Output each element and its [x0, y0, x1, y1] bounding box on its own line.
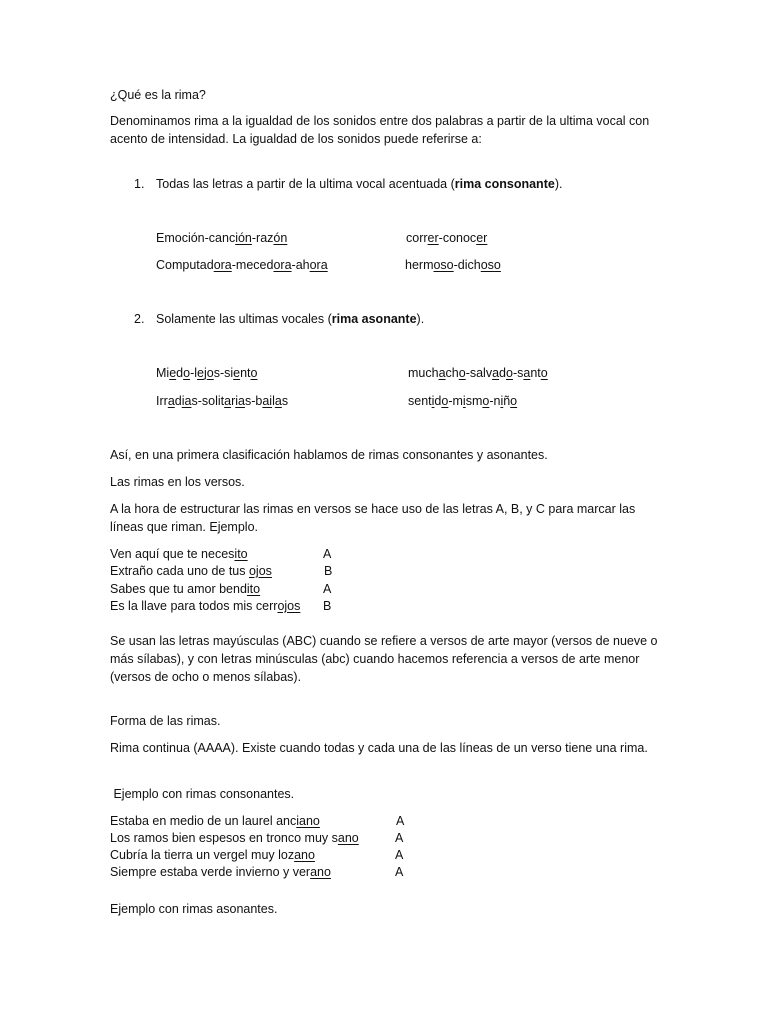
- rhyme-letter: A: [396, 814, 405, 828]
- term-bold: rima asonante: [331, 312, 417, 326]
- rhyme-syllable: o: [510, 394, 518, 408]
- rhyme-syllable: o: [250, 366, 258, 380]
- rhyme-syllable: i: [431, 394, 435, 408]
- rhyme-syllable: iano: [296, 814, 320, 828]
- text-segment: herm: [405, 258, 434, 272]
- rhyme-syllable: o: [540, 366, 548, 380]
- rhyme-syllable: er: [476, 231, 488, 245]
- rhyme-syllable: a: [167, 394, 175, 408]
- rhyme-syllable: e: [169, 366, 177, 380]
- rhyme-syllable: o: [183, 366, 191, 380]
- text-segment: nt: [530, 366, 541, 380]
- text-segment: -m: [448, 394, 463, 408]
- example-assonant-left-1: [156, 364, 258, 382]
- text-segment: sent: [408, 394, 432, 408]
- verses-intro-paragraph: A la hora de estructurar las rimas en versos se hace uso de las letras A, B, y C para marcar las líneas que riman. Ejemplo.: [110, 502, 636, 534]
- example-consonant-left-1: [156, 229, 287, 247]
- example-consonant-caption: Ejemplo con rimas consonantes.: [110, 787, 295, 801]
- continuous-rhyme-label: Rima continua: [110, 741, 190, 755]
- text-segment: -s: [512, 366, 524, 380]
- text-segment: -ah: [291, 258, 310, 272]
- text-segment: s: [281, 394, 289, 408]
- rhyme-syllable: o: [506, 366, 513, 380]
- rhyme-syllable: a: [274, 394, 282, 408]
- rhyme-syllable: ora: [213, 258, 232, 272]
- text-segment: -n: [489, 394, 501, 408]
- rhyme-syllable: a: [523, 366, 531, 380]
- text-segment: Computad: [156, 258, 214, 272]
- text-segment: Emoción-canc: [156, 231, 236, 245]
- rhyme-syllable: ia: [235, 394, 245, 408]
- rhyme-syllable: o: [482, 394, 490, 408]
- poem-line: [110, 580, 260, 598]
- rhyme-syllable: o: [441, 394, 449, 408]
- rhyme-syllable: e: [197, 366, 204, 380]
- text-segment: Sabes que tu amor bend: [110, 582, 247, 596]
- rhyme-syllable: er: [427, 231, 439, 245]
- rhyme-syllable: ón: [273, 231, 288, 245]
- intro-paragraph: Denominamos rima a la igualdad de los sonidos entre dos palabras a partir de la ultima vocal con acento de intensidad. La igualdad de los sonidos puede referirse a:: [110, 114, 650, 146]
- example-assonant-caption: Ejemplo con rimas asonantes.: [110, 902, 278, 916]
- rhyme-syllable: ano: [310, 865, 331, 879]
- rhyme-syllable: ia: [181, 394, 192, 408]
- poem-line: [110, 846, 315, 864]
- rhyme-letter: A: [323, 582, 332, 596]
- example-consonant-right-1: [406, 229, 487, 247]
- example-assonant-right-1: [408, 364, 548, 382]
- example-assonant-left-2: [156, 392, 288, 410]
- rhyme-syllable: a: [492, 366, 500, 380]
- text-segment: Extraño cada uno de tus: [110, 564, 249, 578]
- rhyme-syllable: i: [500, 394, 504, 408]
- rhyme-syllable: ano: [337, 831, 359, 845]
- text-segment: d: [176, 366, 184, 380]
- text-segment: Ven aquí que te neces: [110, 547, 235, 561]
- letters-explanation-paragraph: Se usan las letras mayúsculas (ABC) cuando se refiere a versos de arte mayor (versos de nueve o más sílabas), y con letras minúsculas (abc) cuando hacemos referencia a versos de arte menor (versos de ocho o menos sílabas).: [110, 634, 658, 684]
- text-segment: much: [408, 366, 439, 380]
- rhyme-syllable: o: [458, 366, 466, 380]
- rhyme-letter: A: [323, 547, 332, 561]
- rhyme-letter: B: [324, 564, 333, 578]
- text-segment: r: [231, 394, 236, 408]
- rhyme-syllable: ano: [294, 848, 315, 862]
- rhyme-syllable: e: [233, 366, 241, 380]
- text-segment: s-b: [244, 394, 263, 408]
- text-segment: d: [499, 366, 506, 380]
- text-segment: nt: [240, 366, 251, 380]
- continuous-rhyme-paragraph: Rima continua (AAAA). Existe cuando todas y cada una de las líneas de un verso tiene una rima.: [110, 741, 648, 755]
- text-segment: Irr: [156, 394, 168, 408]
- text-segment: Es la llave para todos mis cerr: [110, 599, 278, 613]
- classification-paragraph: Así, en una primera clasificación hablamos de rimas consonantes y asonantes.: [110, 448, 548, 462]
- text-segment: d: [174, 394, 182, 408]
- list-number: 1.: [134, 177, 145, 191]
- list-text: Todas las letras a partir de la ultima vocal acentuada (rima consonante).: [156, 177, 563, 191]
- rhyme-syllable: ora: [273, 258, 292, 272]
- text-segment: Cubría la tierra un vergel muy loz: [110, 848, 295, 862]
- rhyme-syllable: ojos: [248, 564, 272, 578]
- text-segment: -l: [190, 366, 198, 380]
- text-segment: corr: [406, 231, 428, 245]
- poem-line: [110, 545, 248, 563]
- forms-heading: Forma de las rimas.: [110, 714, 221, 728]
- rhyme-syllable: i: [462, 394, 466, 408]
- example-assonant-right-2: [408, 392, 517, 410]
- text-segment: -raz: [251, 231, 274, 245]
- text-segment: -salv: [465, 366, 493, 380]
- text-segment: l: [272, 394, 275, 408]
- rhyme-syllable: a: [224, 394, 232, 408]
- text-segment: ch: [445, 366, 459, 380]
- rhyme-syllable: ito: [246, 582, 261, 596]
- poem-line: [110, 597, 300, 615]
- rhyme-letter: B: [323, 599, 332, 613]
- rhyme-syllable: oso: [480, 258, 501, 272]
- rhyme-letter: A: [395, 831, 404, 845]
- rhyme-syllable: ai: [262, 394, 273, 408]
- text-segment: Mi: [156, 366, 170, 380]
- text-segment: j: [203, 366, 207, 380]
- text-segment: Estaba en medio de un laurel anc: [110, 814, 297, 828]
- term-bold: rima consonante: [454, 177, 555, 191]
- rhyme-syllable: oso: [433, 258, 454, 272]
- verses-heading: Las rimas en los versos.: [110, 475, 245, 489]
- rhyme-syllable: ora: [309, 258, 328, 272]
- page-title: ¿Qué es la rima?: [110, 88, 206, 102]
- example-consonant-right-2: [405, 256, 501, 274]
- text-segment: Siempre estaba verde invierno y ver: [110, 865, 311, 879]
- text-segment: sm: [465, 394, 483, 408]
- text-segment: -meced: [231, 258, 274, 272]
- text-segment: ñ: [503, 394, 511, 408]
- text-segment: s-solit: [191, 394, 225, 408]
- example-consonant-left-2: [156, 256, 328, 274]
- rhyme-syllable: o: [206, 366, 214, 380]
- text-segment: d: [434, 394, 442, 408]
- rhyme-syllable: ito: [234, 547, 248, 561]
- list-number: 2.: [134, 312, 145, 326]
- rhyme-syllable: ión: [235, 231, 252, 245]
- rhyme-letter: A: [395, 865, 404, 879]
- text-segment: Los ramos bien espesos en tronco muy s: [110, 831, 338, 845]
- poem-line: [110, 562, 272, 580]
- text-segment: -dich: [453, 258, 481, 272]
- poem-line: [110, 812, 320, 830]
- list-text: Solamente las ultimas vocales (rima asonante).: [156, 312, 425, 326]
- poem-line: [110, 829, 359, 847]
- rhyme-syllable: ojos: [277, 599, 301, 613]
- text-segment: -conoc: [438, 231, 477, 245]
- text-segment: s-si: [213, 366, 234, 380]
- poem-line: [110, 863, 331, 881]
- rhyme-letter: A: [395, 848, 404, 862]
- rhyme-syllable: a: [438, 366, 446, 380]
